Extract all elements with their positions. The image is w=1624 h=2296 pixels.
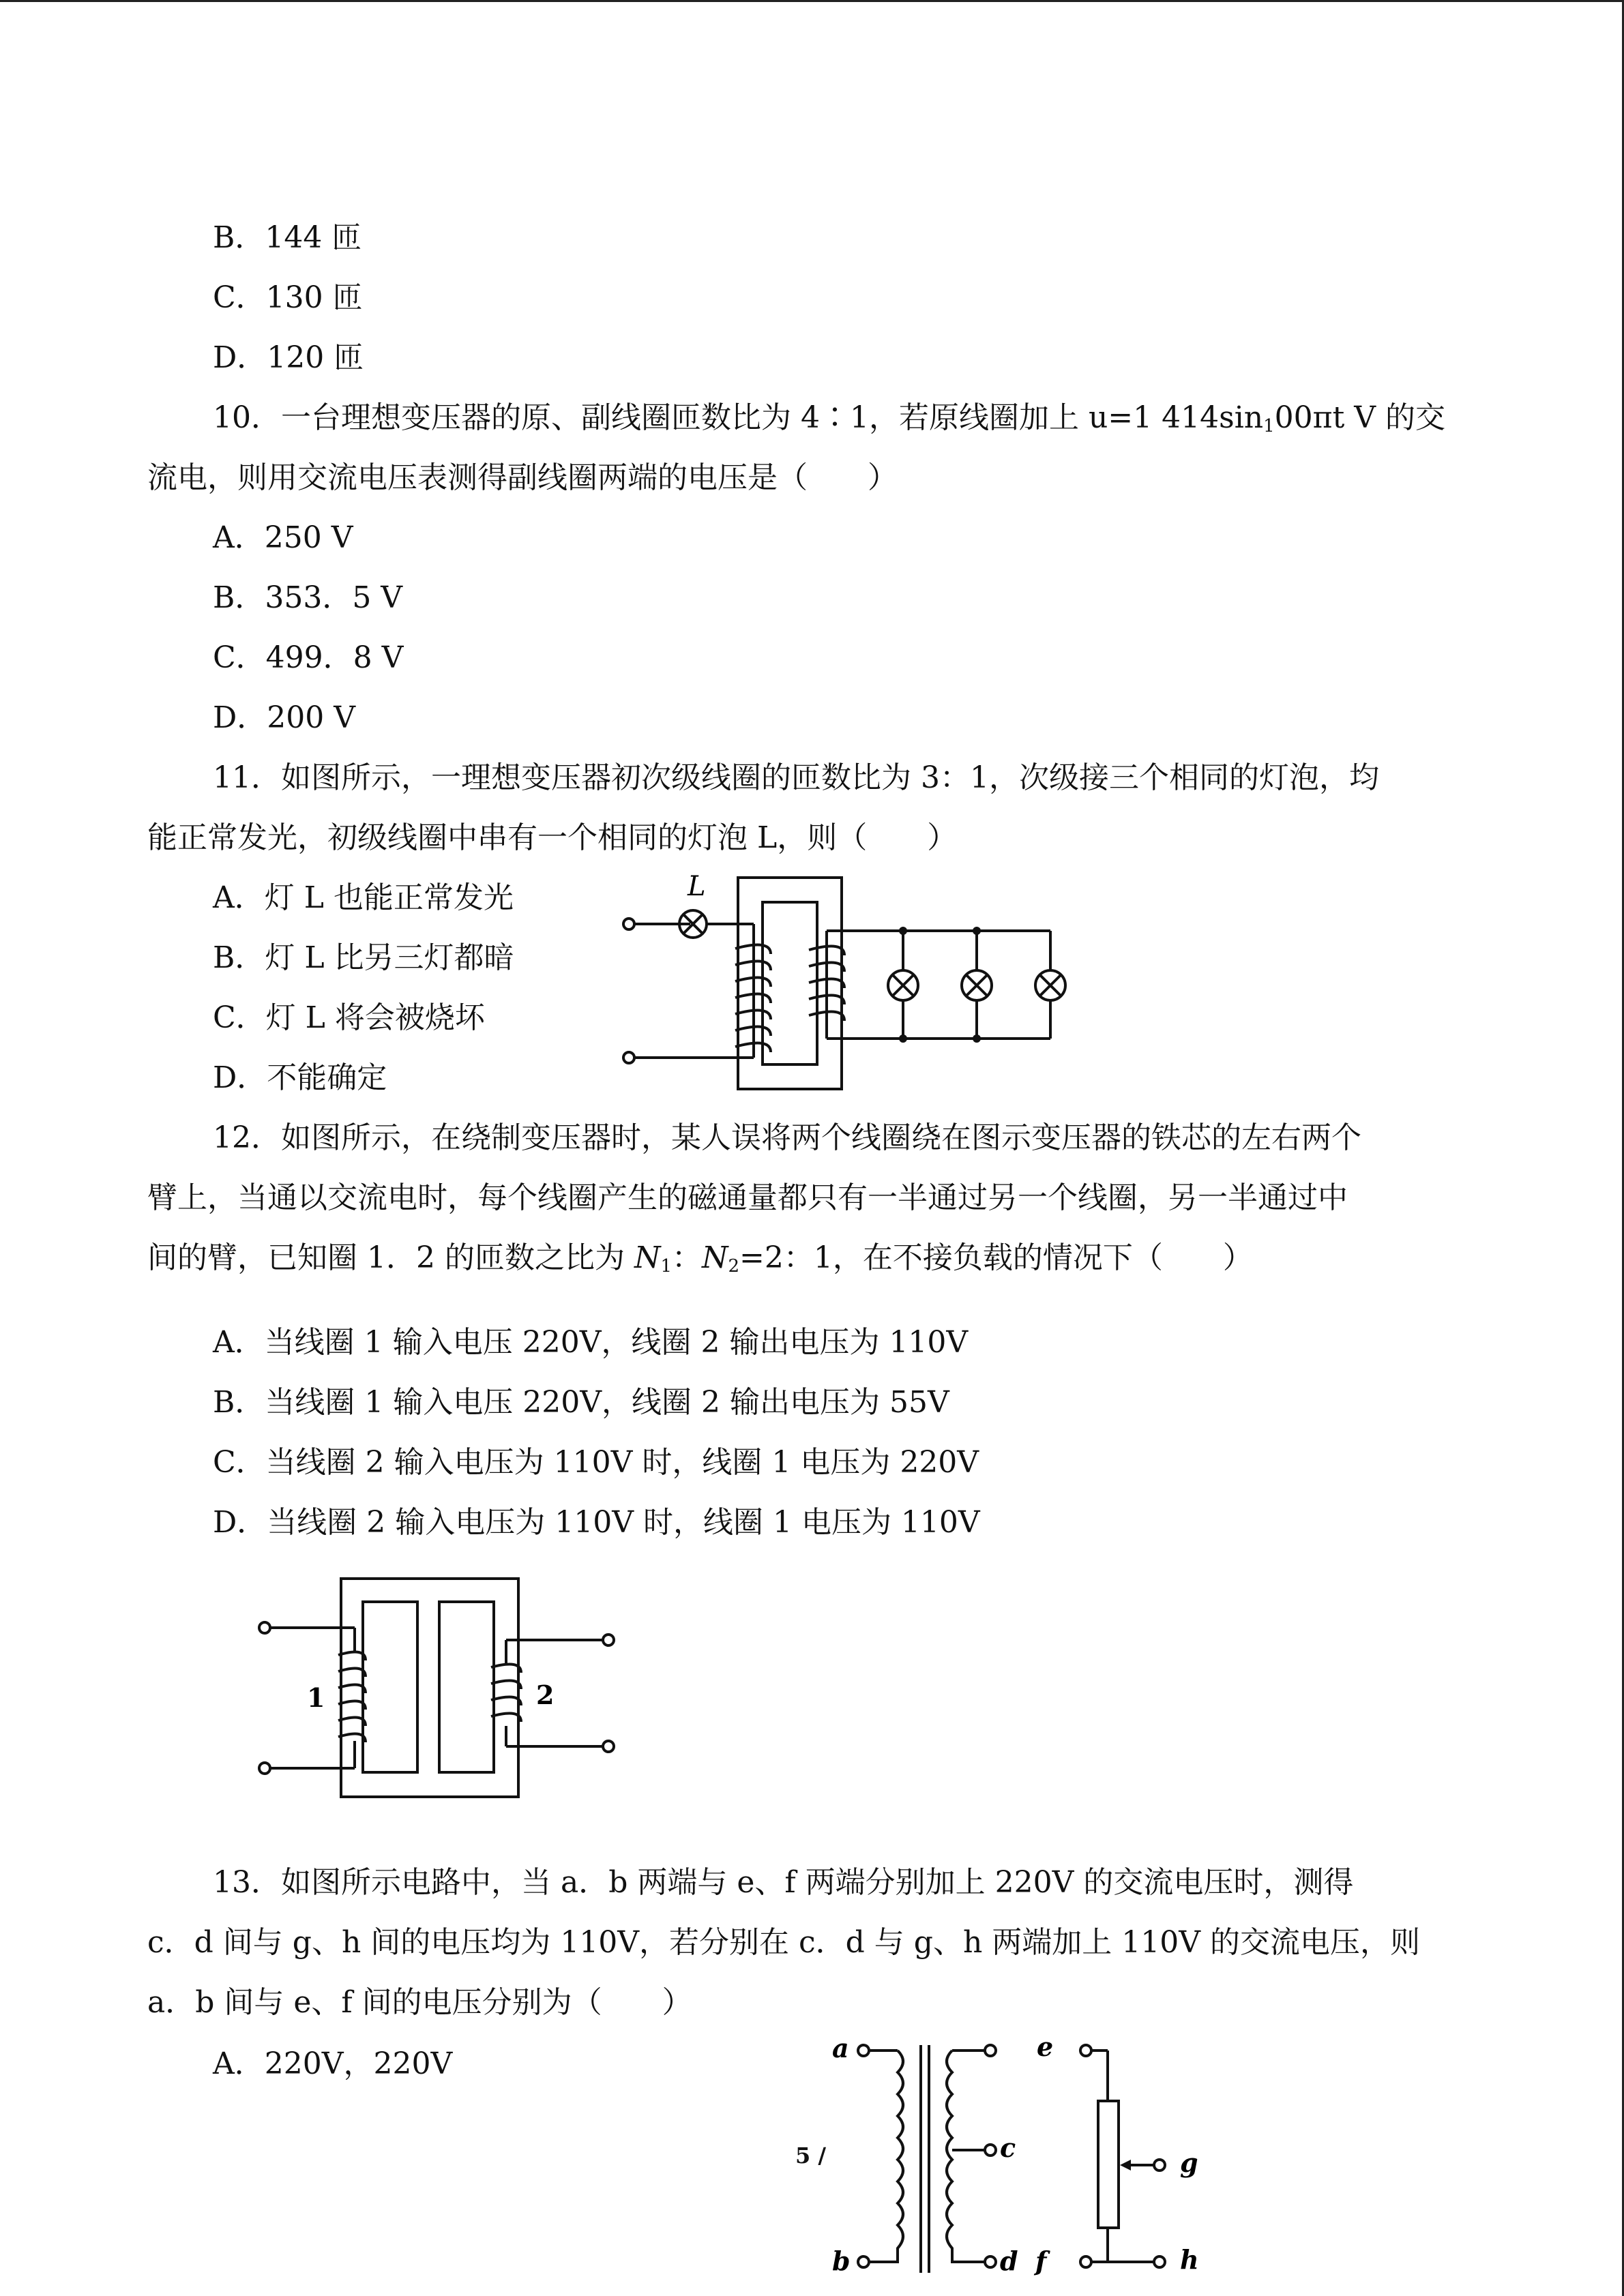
q10-stem-line2: 流电，则用交流电压表测得副线圈两端的电压是（ ） — [147, 460, 898, 495]
q11-lamp-label: L — [688, 871, 706, 902]
q13-stem-line1: 13．如图所示电路中，当 a．b 两端与 e、f 两端分别加上 220V 的交流电压时，测得 — [213, 1865, 1354, 1900]
q12-ratio-separator: ： — [672, 1240, 702, 1275]
q10-stem-subscript: 1 — [1263, 416, 1275, 436]
q11-option-c: C．灯 L 将会被烧坏 — [213, 1000, 485, 1035]
q13-option-a: A．220V，220V — [213, 2046, 453, 2081]
q9-option-b: B．144 匝 — [213, 220, 362, 255]
q11-option-b: B．灯 L 比另三灯都暗 — [213, 940, 514, 975]
q12-n1: N — [634, 1240, 661, 1275]
q12-n2-subscript: 2 — [728, 1256, 740, 1277]
q10-option-c: C．499．8 V — [213, 640, 404, 675]
page-number: 5 / — [795, 2143, 827, 2168]
q13-label-f: f — [1035, 2246, 1047, 2276]
q12-stem-line1: 12．如图所示，在绕制变压器时，某人误将两个线圈绕在图示变压器的铁芯的左右两个 — [213, 1120, 1361, 1155]
q10-option-a: A．250 V — [213, 520, 353, 555]
q13-label-a: a — [832, 2033, 849, 2063]
q12-stem-line3 — [147, 1239, 1253, 1285]
q11-option-a: A．灯 L 也能正常发光 — [213, 880, 514, 915]
q12-three-leg-core-figure — [246, 1570, 628, 1802]
q12-coil1-label: 1 — [307, 1682, 325, 1713]
q12-n2: N — [702, 1240, 728, 1275]
q10-option-b: B．353．5 V — [213, 580, 403, 615]
q9-option-c: C．130 匝 — [213, 280, 363, 315]
q9-option-d: D．120 匝 — [213, 340, 364, 375]
q13-label-g: g — [1180, 2147, 1198, 2178]
q10-stem-line1 — [213, 399, 1445, 445]
q13-label-h: h — [1180, 2244, 1199, 2275]
q11-option-d: D．不能确定 — [213, 1060, 387, 1095]
q12-stem-part2: =2：1，在不接负载的情况下（ ） — [739, 1240, 1253, 1275]
q13-label-b: b — [832, 2246, 851, 2276]
q12-option-c: C．当线圈 2 输入电压为 110V 时，线圈 1 电压为 220V — [213, 1445, 979, 1480]
q10-stem-part2: 00πt V 的交 — [1274, 400, 1445, 435]
q11-stem-line1: 11．如图所示，一理想变压器初次级线圈的匝数比为 3：1，次级接三个相同的灯泡，均 — [213, 760, 1379, 795]
q13-autotransformer-rheostat-figure — [818, 2021, 1241, 2280]
q10-stem-part1: 10．一台理想变压器的原、副线圈匝数比为 4∶1，若原线圈加上 u=1 414sin — [213, 400, 1264, 435]
q13-label-c: c — [1000, 2132, 1016, 2163]
q13-label-d: d — [1000, 2246, 1018, 2276]
q10-option-d: D．200 V — [213, 700, 356, 735]
q12-option-b: B．当线圈 1 输入电压 220V，线圈 2 输出电压为 55V — [213, 1385, 949, 1420]
q13-label-e: e — [1037, 2031, 1054, 2062]
q12-option-a: A．当线圈 1 输入电压 220V，线圈 2 输出电压为 110V — [213, 1325, 969, 1360]
q11-transformer-lamp-figure — [607, 868, 1098, 1100]
q13-stem-line3: a．b 间与 e、f 间的电压分别为（ ） — [147, 1985, 692, 2020]
q12-stem-part1: 间的臂，已知圈 1．2 的匝数之比为 — [147, 1240, 634, 1275]
q12-stem-line2: 臂上，当通以交流电时，每个线圈产生的磁通量都只有一半通过另一个线圈，另一半通过中 — [147, 1180, 1348, 1215]
q12-option-d: D．当线圈 2 输入电压为 110V 时，线圈 1 电压为 110V — [213, 1505, 980, 1540]
q12-coil2-label: 2 — [536, 1680, 555, 1710]
q11-stem-line2: 能正常发光，初级线圈中串有一个相同的灯泡 L，则（ ） — [147, 820, 958, 855]
q12-n1-subscript: 1 — [660, 1256, 672, 1277]
q13-stem-line2: c．d 间与 g、h 间的电压均为 110V，若分别在 c．d 与 g、h 两端加上 110V 的交流电压，则 — [147, 1925, 1421, 1960]
